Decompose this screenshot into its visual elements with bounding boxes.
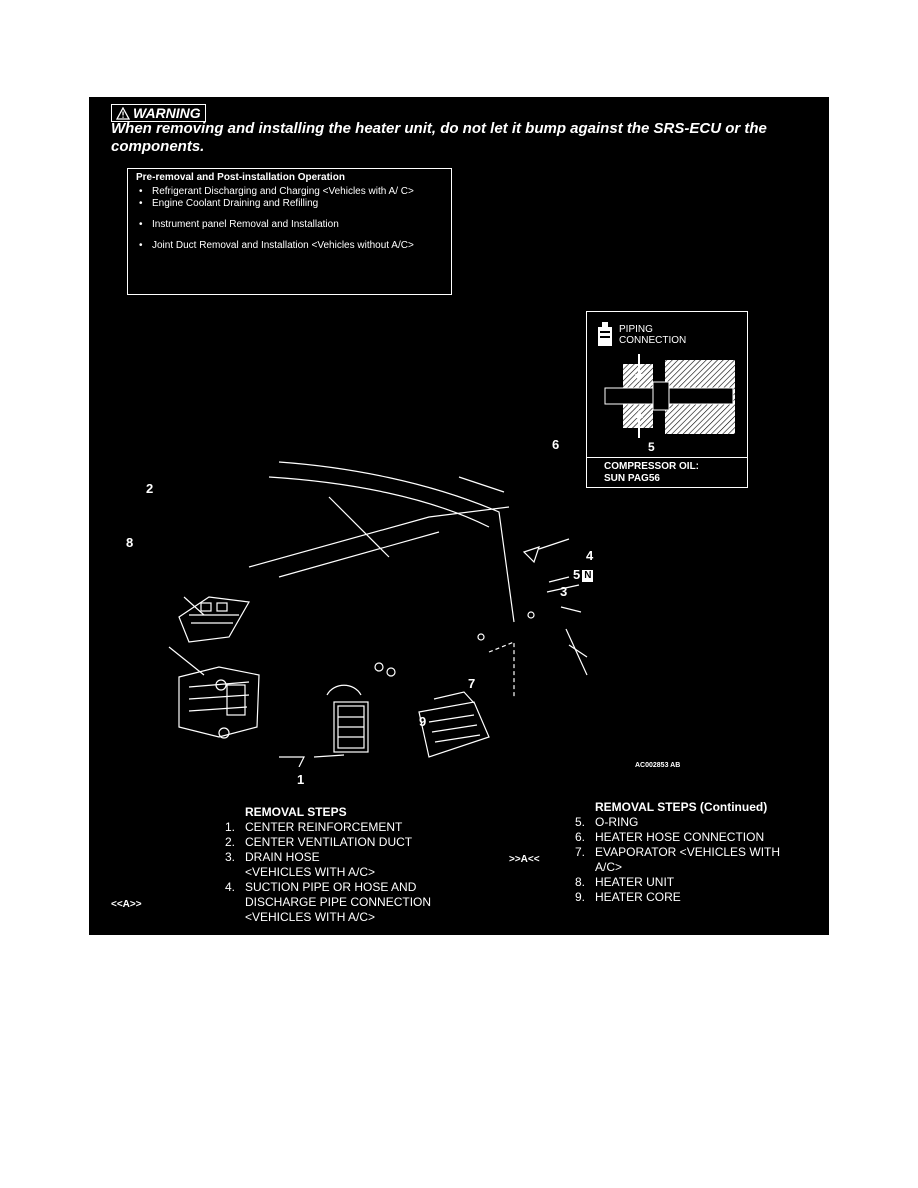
operation-marker-left: <<A>>	[111, 899, 142, 910]
step-number: 9.	[574, 890, 585, 904]
callout-3: 3	[560, 584, 568, 599]
step-row	[555, 815, 825, 830]
step-row	[205, 820, 495, 835]
callout-7: 7	[468, 676, 476, 691]
removal-steps-left	[205, 805, 495, 925]
step-text: CENTER REINFORCEMENT	[245, 820, 403, 834]
step-text: O-RING	[595, 815, 639, 829]
center-reinforcement	[279, 755, 344, 767]
step-row	[205, 880, 495, 895]
operation-marker-right: >>A<<	[509, 854, 540, 865]
warning-label-text: WARNING	[133, 105, 201, 121]
pre-operation-box	[127, 168, 452, 295]
inset-callout-5: 5	[648, 440, 655, 454]
removal-steps-right	[555, 800, 825, 905]
step-text: HEATER CORE	[595, 890, 681, 904]
step-row	[555, 845, 825, 860]
n-mark-icon: N	[584, 569, 592, 581]
callout-5	[573, 567, 593, 582]
step-subtext: A/C>	[595, 860, 623, 874]
step-number: 7.	[574, 845, 585, 859]
callout-4: 4	[586, 548, 594, 563]
procedure-panel	[89, 97, 829, 935]
steps-left-heading: REMOVAL STEPS	[245, 805, 347, 819]
piping-connection-drawing	[595, 352, 741, 442]
step-text: EVAPORATOR <VEHICLES WITH	[595, 845, 781, 859]
callout-8: 8	[126, 535, 134, 550]
step-text: HEATER HOSE CONNECTION	[595, 830, 765, 844]
callout-2: 2	[146, 481, 154, 496]
step-subtext: <VEHICLES WITH A/C>	[245, 910, 376, 924]
step-row	[205, 850, 495, 865]
inset-title-line1: PIPING	[619, 324, 653, 335]
step-row	[555, 830, 825, 845]
pre-operation-title: Pre-removal and Post-installation Operation	[136, 172, 345, 183]
step-text: HEATER UNIT	[595, 875, 675, 889]
step-text: DRAIN HOSE	[245, 850, 320, 864]
step-text: CENTER VENTILATION DUCT	[245, 835, 413, 849]
figure-code: AC002853 AB	[635, 762, 681, 769]
step-number: 1.	[224, 820, 235, 834]
pre-operation-item: • Joint Duct Removal and Installation <Vehicles without A/C>	[136, 240, 443, 252]
step-subtext: <VEHICLES WITH A/C>	[245, 865, 376, 879]
exploded-view-drawing	[129, 437, 609, 767]
step-subtext: DISCHARGE PIPE CONNECTION	[245, 895, 432, 909]
callout-1: 1	[297, 772, 305, 787]
heater-unit	[179, 667, 259, 737]
oil-bottle-icon	[596, 321, 614, 347]
step-number: 5.	[574, 815, 585, 829]
callout-5-number: 5	[573, 567, 581, 582]
piping-connection-inset	[586, 311, 748, 488]
warning-text: When removing and installing the heater unit, do not let it bump against the SRS-ECU or the components.	[111, 120, 767, 155]
heater-core	[327, 685, 368, 752]
step-text: SUCTION PIPE OR HOSE AND	[245, 880, 417, 894]
step-row	[205, 835, 495, 850]
inset-title-line2: CONNECTION	[619, 335, 687, 346]
inset-footer	[587, 457, 747, 487]
callout-9: 9	[419, 714, 427, 729]
warning-triangle-icon	[116, 107, 130, 120]
compressor-oil-value: SUN PAG56	[604, 473, 660, 484]
step-row	[555, 875, 825, 890]
pre-operation-item: • Engine Coolant Draining and Refilling	[136, 198, 443, 210]
callout-6: 6	[552, 437, 560, 452]
compressor-oil-label: COMPRESSOR OIL:	[604, 461, 700, 472]
step-number: 6.	[574, 830, 585, 844]
step-row	[555, 890, 825, 905]
steps-right-heading: REMOVAL STEPS (Continued)	[595, 800, 768, 814]
step-number: 3.	[224, 850, 235, 864]
pre-operation-item: • Instrument panel Removal and Installation	[136, 219, 443, 231]
step-number: 2.	[224, 835, 235, 849]
step-number: 8.	[574, 875, 585, 889]
step-number: 4.	[224, 880, 235, 894]
center-ventilation-duct	[179, 597, 249, 642]
pre-operation-item: • Refrigerant Discharging and Charging <Vehicles with A/ C>	[136, 186, 443, 198]
inset-title	[619, 324, 729, 346]
evaporator	[419, 692, 489, 757]
